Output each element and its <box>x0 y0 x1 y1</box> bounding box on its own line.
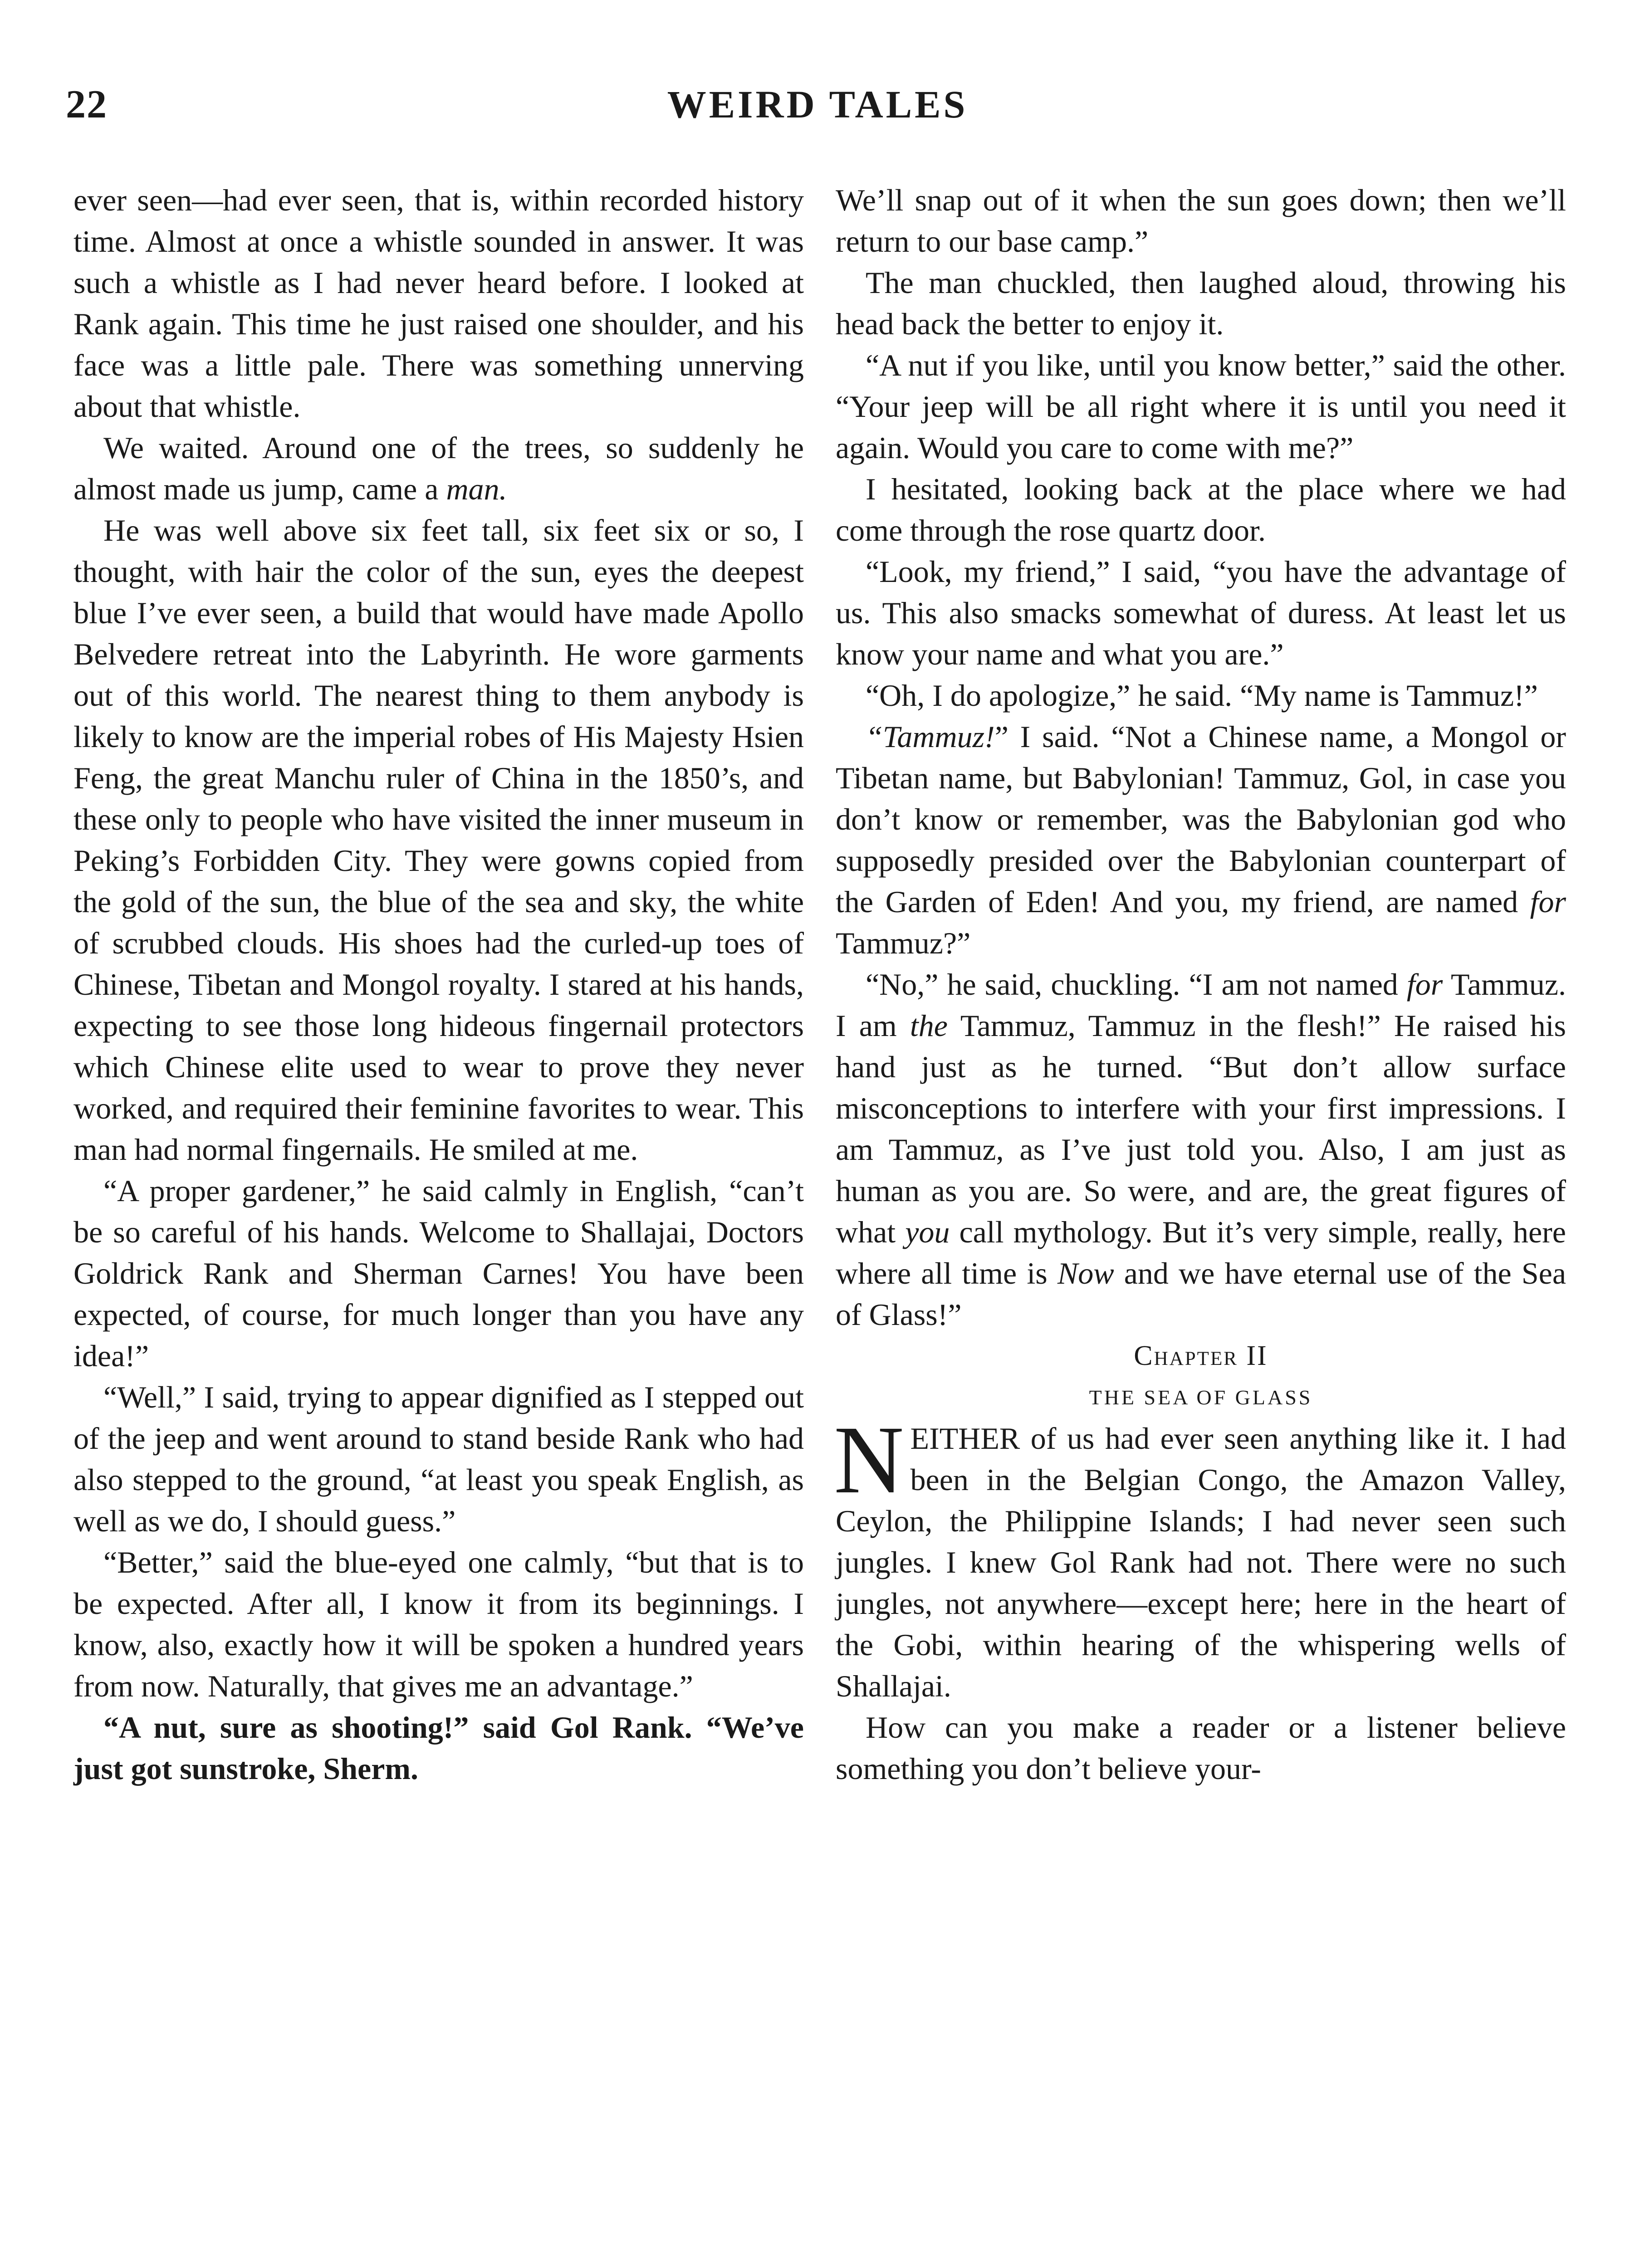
page-header <box>0 82 1635 150</box>
paragraph: The man chuckled, then laughed aloud, throwing his head back the better to enjoy it. <box>836 265 1566 341</box>
drop-cap: N <box>834 1406 904 1514</box>
paragraph <box>836 964 1566 1335</box>
left-column <box>73 180 804 1789</box>
paragraph: “Oh, I do apologize,” he said. “My name is Tammuz!” <box>866 678 1538 713</box>
paragraph-text: call mythology. But it’s very simple, really, here where all time is <box>836 1215 1566 1290</box>
paragraph-text: ” I said. “Not a Chinese name, a Mongol or Tibetan name, but Babylonian! Tammuz, Gol, in case you don’t know or remember, was the Babylonian god who supposedly presided over the Babylonian counterpart of the Garden of Eden! And you, my friend, are named <box>836 719 1566 919</box>
paragraph: “Look, my friend,” I said, “you have the advantage of us. This also smacks somewhat of duress. At least let us know your name and what you are.” <box>836 554 1566 671</box>
paragraph-text: Tammuz. I am <box>836 967 1566 1043</box>
paragraph: “A proper gardener,” he said calmly in English, “can’t be so careful of his hands. Welcome to Shallajai, Doctors Goldrick Rank and Sherman Carnes! You have been expected, of course, for much longer than you have any idea!” <box>73 1173 804 1373</box>
emphasis: Now <box>1057 1256 1114 1290</box>
paragraph-text: and we have eternal use of the Sea of Glass!” <box>836 1256 1566 1332</box>
paragraph: “A nut if you like, until you know better,” said the other. “Your jeep will be all right where it is until you need it again. Would you care to come with me?” <box>836 348 1566 465</box>
right-column <box>836 180 1566 1789</box>
emphasis: for <box>1530 885 1566 919</box>
emphasis: the <box>910 1008 948 1043</box>
paragraph: We’ll snap out of it when the sun goes down; then we’ll return to our base camp.” <box>836 183 1566 259</box>
paragraph-text: “No,” he said, chuckling. “I am not named <box>866 967 1407 1002</box>
chapter-heading-text: Chapter II <box>1134 1340 1268 1371</box>
paragraph <box>836 716 1566 964</box>
page-number: 22 <box>66 83 108 127</box>
lead-word: EITHER <box>910 1421 1020 1456</box>
running-title: WEIRD TALES <box>667 83 968 126</box>
paragraph-text: We waited. Around one of the trees, so suddenly he almost made us jump, came a <box>73 430 804 506</box>
paragraph: How can you make a reader or a listener believe something you don’t believe your- <box>836 1710 1566 1786</box>
paragraph-text: of us had ever seen anything like it. I had been in the Belgian Congo, the Amazon Valley, Ceylon, the Philippine Islands; I had never seen such jungles. I knew Gol Rank had not. There were no such jungles, not anywhere—except here; here in the heart of the Gobi, within hearing of the whispering wells of Shallajai. <box>836 1421 1566 1703</box>
emphasis: “Tammuz! <box>866 719 995 754</box>
chapter-subtitle: THE SEA OF GLASS <box>1089 1386 1313 1409</box>
paragraph: He was well above six feet tall, six feet six or so, I thought, with hair the color of the sun, eyes the deepest blue I’ve ever seen, a build that would have made Apollo Belvedere retreat into the Labyrinth. He wore garments out of this world. The nearest thing to them anybody is likely to know are the imperial robes of His Majesty Hsien Feng, the great Manchu ruler of China in the 1850’s, and these only to people who have visited the inner museum in Peking’s Forbidden City. They were gowns copied from the gold of the sun, the blue of the sea and sky, the white of scrubbed clouds. His shoes had the curled-up toes of Chinese, Tibetan and Mongol royalty. I stared at his hands, expecting to see those long hideous fingernail protectors which Chinese elite used to wear to prove they never worked, and required their feminine favorites to wear. This man had normal fingernails. He smiled at me. <box>73 513 804 1167</box>
emphasis: you <box>905 1215 950 1249</box>
paragraph <box>73 427 804 510</box>
paragraph-text: Tammuz?” <box>836 926 971 960</box>
paragraph: ever seen—had ever seen, that is, within recorded history time. Almost at once a whistle sounded in answer. It was such a whistle as I had never heard before. I looked at Rank again. This time he just raised one shoulder, and his face was a little pale. There was something unnerving about that whistle. <box>73 183 804 424</box>
paragraph: “Well,” I said, trying to appear dignified as I stepped out of the jeep and went around to stand beside Rank who had also stepped to the ground, “at least you speak English, as well as we do, I should guess.” <box>73 1380 804 1538</box>
paragraph-text: Tammuz, Tammuz in the flesh!” He raised his hand just as he turned. “But don’t allow surface misconceptions to interfere with your first impressions. I am Tammuz, as I’ve just told you. Also, I am just as human as you are. So were, and are, the great figures of what <box>836 1008 1566 1249</box>
paragraph: I hesitated, looking back at the place where we had come through the rose quartz door. <box>836 472 1566 547</box>
paragraph-dropcap <box>834 1406 1566 1707</box>
chapter-heading <box>836 1335 1566 1377</box>
paragraph: “A nut, sure as shooting!” said Gol Rank. “We’ve just got sunstroke, Sherm. <box>73 1710 804 1786</box>
emphasis: for <box>1406 967 1443 1002</box>
emphasis: man. <box>446 472 507 506</box>
paragraph: “Better,” said the blue-eyed one calmly, “but that is to be expected. After all, I know it from its beginnings. I know, also, exactly how it will be spoken a hundred years from now. Naturally, that gives me an advantage.” <box>73 1545 804 1703</box>
